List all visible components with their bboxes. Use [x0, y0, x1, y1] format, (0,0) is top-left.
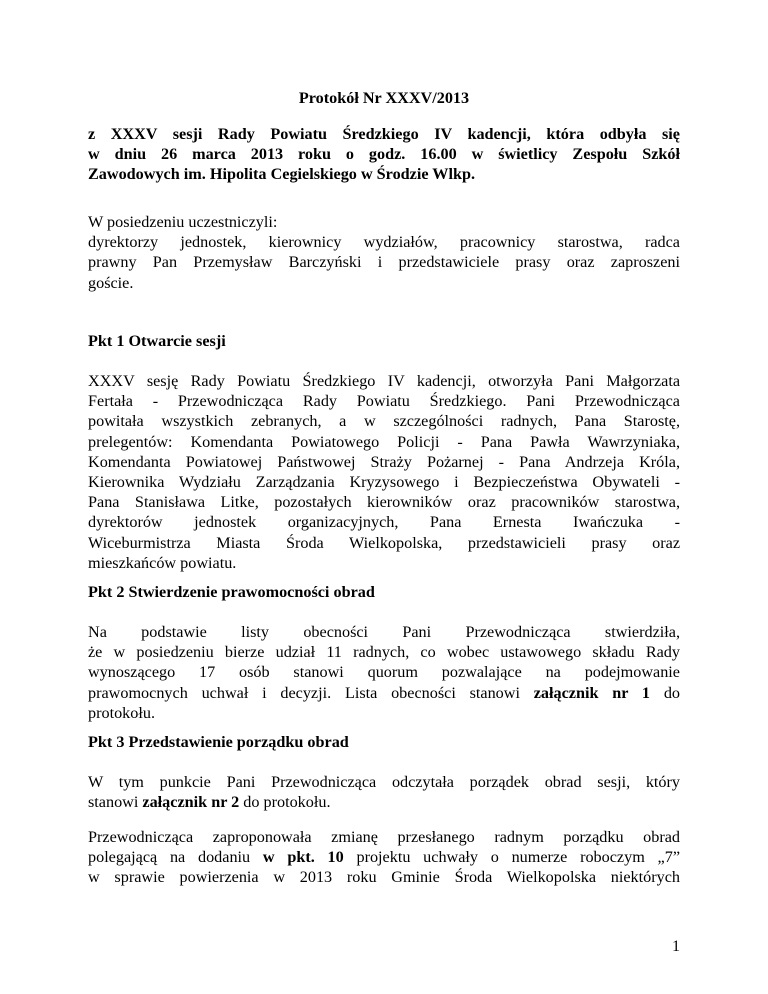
section1-line: Pana Stanisława Litke, pozostałych kierowników oraz pracowników starostwa,: [88, 493, 680, 512]
session-subtitle: [88, 124, 680, 185]
section2-line: że w posiedzeniu bierze udział 11 radnych, co wobec ustawowego składu Rady: [88, 643, 680, 662]
section1-line: Komendanta Powiatowej Państwowej Straży Pożarnej - Pana Andrzeja Króla,: [88, 452, 680, 471]
section3-line: W tym punkcie Pani Przewodnicząca odczytała porządek obrad sesji, który: [88, 773, 680, 791]
section1-line: prelegentów: Komendanta Powiatowego Policji - Pana Pawła Wawrzyniaka,: [88, 432, 680, 451]
section3-heading: Pkt 3 Przedstawienie porządku obrad: [88, 733, 349, 751]
section1-paragraph: [88, 371, 680, 573]
section2-line4-text: prawomocnych uchwał i decyzji. Lista obecności stanowi: [88, 683, 520, 702]
section3-p2-line: w sprawie powierzenia w 2013 roku Gminie Środa Wielkopolska niektórych: [88, 868, 680, 887]
subtitle-line: w dniu 26 marca 2013 roku o godz. 16.00 w świetlicy Zespołu Szkół: [88, 145, 680, 164]
section3-line2-end: do protokołu.: [243, 793, 331, 812]
point-10-ref: w pkt. 10: [262, 848, 344, 867]
section3-p2-line2-text: polegającą na dodaniu: [88, 848, 251, 867]
section1-line: Fertała - Przewodnicząca Rady Powiatu Średzkiego. Pani Przewodnicząca: [88, 392, 680, 411]
attachment-2-ref: załącznik nr 2: [142, 793, 240, 812]
section2-paragraph: [88, 622, 680, 723]
section1-line: mieszkańców powiatu.: [88, 553, 237, 572]
section1-heading: Pkt 1 Otwarcie sesji: [88, 332, 226, 350]
section1-line: Wiceburmistrza Miasta Środa Wielkopolska, przedstawicieli prasy oraz: [88, 533, 680, 552]
section2-line: wynoszącego 17 osób stanowi quorum pozwalające na podejmowanie: [88, 663, 680, 682]
section3-p2-line2-end: projektu uchwały o numerze roboczym „7”: [356, 848, 681, 867]
attendance-paragraph: [88, 212, 680, 293]
section2-line: protokołu.: [88, 703, 155, 722]
subtitle-line: Zawodowych im. Hipolita Cegielskiego w Środzie Wlkp.: [88, 165, 476, 184]
section2-line: Na podstawie listy obecności Pani Przewodnicząca stwierdziła,: [88, 623, 680, 641]
section2-line: [88, 683, 680, 703]
attendance-intro: W posiedzeniu uczestniczyli:: [88, 213, 278, 231]
section1-line: dyrektorów jednostek organizacyjnych, Pana Ernesta Iwańczuka -: [88, 513, 680, 532]
section1-line: Kierownika Wydziału Zarządzania Kryzysowego i Bezpieczeństwa Obywateli -: [88, 473, 680, 492]
section3-p2-line: Przewodnicząca zaproponowała zmianę przesłanego radnym porządku obrad: [88, 828, 680, 846]
attendance-line: prawny Pan Przemysław Barczyński i przedstawiciele prasy oraz zaproszeni: [88, 253, 680, 272]
attachment-1-ref: załącznik nr 1: [533, 683, 651, 702]
subtitle-line: z XXXV sesji Rady Powiatu Średzkiego IV kadencji, która odbyła się: [88, 125, 680, 143]
section1-line: powitała wszystkich zebranych, a w szczególności radnych, Pana Starostę,: [88, 412, 680, 431]
section3-paragraph-2: [88, 827, 680, 888]
attendance-line: goście.: [88, 273, 134, 292]
section3-line2-text: stanowi: [88, 793, 139, 812]
section2-line4-end: do: [663, 683, 680, 702]
section3-p2-line: [88, 847, 680, 867]
protocol-title: Protokół Nr XXXV/2013: [298, 89, 470, 107]
section3-line: [88, 792, 680, 812]
section1-line: XXXV sesję Rady Powiatu Średzkiego IV kadencji, otworzyła Pani Małgorzata: [88, 372, 680, 390]
section2-heading: Pkt 2 Stwierdzenie prawomocności obrad: [88, 583, 375, 601]
section3-paragraph-1: [88, 772, 680, 812]
attendance-line: dyrektorzy jednostek, kierownicy wydziałów, pracownicy starostwa, radca: [88, 233, 680, 252]
page-number: 1: [672, 938, 680, 955]
